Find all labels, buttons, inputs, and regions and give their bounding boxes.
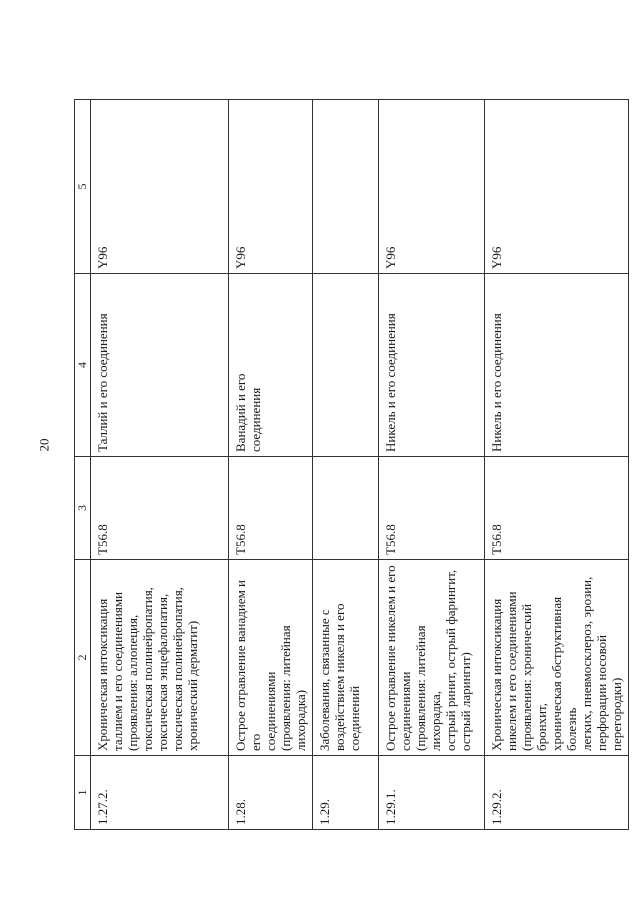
- row-code: 1.28.: [229, 756, 313, 830]
- row-icd-code: T56.8: [485, 457, 629, 560]
- row-factor: Таллий и его соединения: [91, 274, 229, 457]
- table-row: [379, 100, 485, 830]
- column-header: 4: [75, 274, 91, 457]
- page-number-text: 20: [36, 438, 51, 452]
- row-disease: Хроническая интоксикация таллием и его соединениями (проявления: аллопеция, токсическая полинейропатия, токсическая энцефалопатия, токсическая полинейропатия, хронический дерматит): [91, 560, 229, 756]
- row-extra-code: Y96: [91, 100, 229, 274]
- row-disease: Заболевания, связанные с воздействием никеля и его соединений: [313, 560, 379, 756]
- table-row: [91, 100, 229, 830]
- row-factor: Ванадий и его соединения: [229, 274, 313, 457]
- column-header: 1: [75, 756, 91, 830]
- row-icd-code: T56.8: [229, 457, 313, 560]
- row-disease: Острое отравление ванадием и его соединениями (проявления: литейная лихорадка): [229, 560, 313, 756]
- disease-table: [74, 99, 629, 830]
- row-code: 1.29.2.: [485, 756, 629, 830]
- row-extra-code: Y96: [485, 100, 629, 274]
- row-code: 1.29.: [313, 756, 379, 830]
- row-factor: [313, 274, 379, 457]
- row-factor: Никель и его соединения: [485, 274, 629, 457]
- row-extra-code: Y96: [379, 100, 485, 274]
- column-header: 5: [75, 100, 91, 274]
- row-disease: Острое отравление никелем и его соединениями (проявления: литейная лихорадка, острый ринит, острый фарингит, острый ларингит): [379, 560, 485, 756]
- row-code: 1.27.2.: [91, 756, 229, 830]
- column-header: 3: [75, 457, 91, 560]
- row-icd-code: T56.8: [379, 457, 485, 560]
- column-header: 2: [75, 560, 91, 756]
- table-row: [313, 100, 379, 830]
- table-row: [485, 100, 629, 830]
- row-icd-code: [313, 457, 379, 560]
- row-factor: Никель и его соединения: [379, 274, 485, 457]
- row-extra-code: [313, 100, 379, 274]
- row-code: 1.29.1.: [379, 756, 485, 830]
- row-disease: Хроническая интоксикация никелем и его соединениями (проявления: хронический бронхит, хроническая обструктивная болезнь легких, пневмосклероз, эрозии, перфорации носовой перегородки): [485, 560, 629, 756]
- row-extra-code: Y96: [229, 100, 313, 274]
- table-header-row: [75, 100, 91, 830]
- table-row: [229, 100, 313, 830]
- row-icd-code: T56.8: [91, 457, 229, 560]
- page-number: [38, 430, 50, 460]
